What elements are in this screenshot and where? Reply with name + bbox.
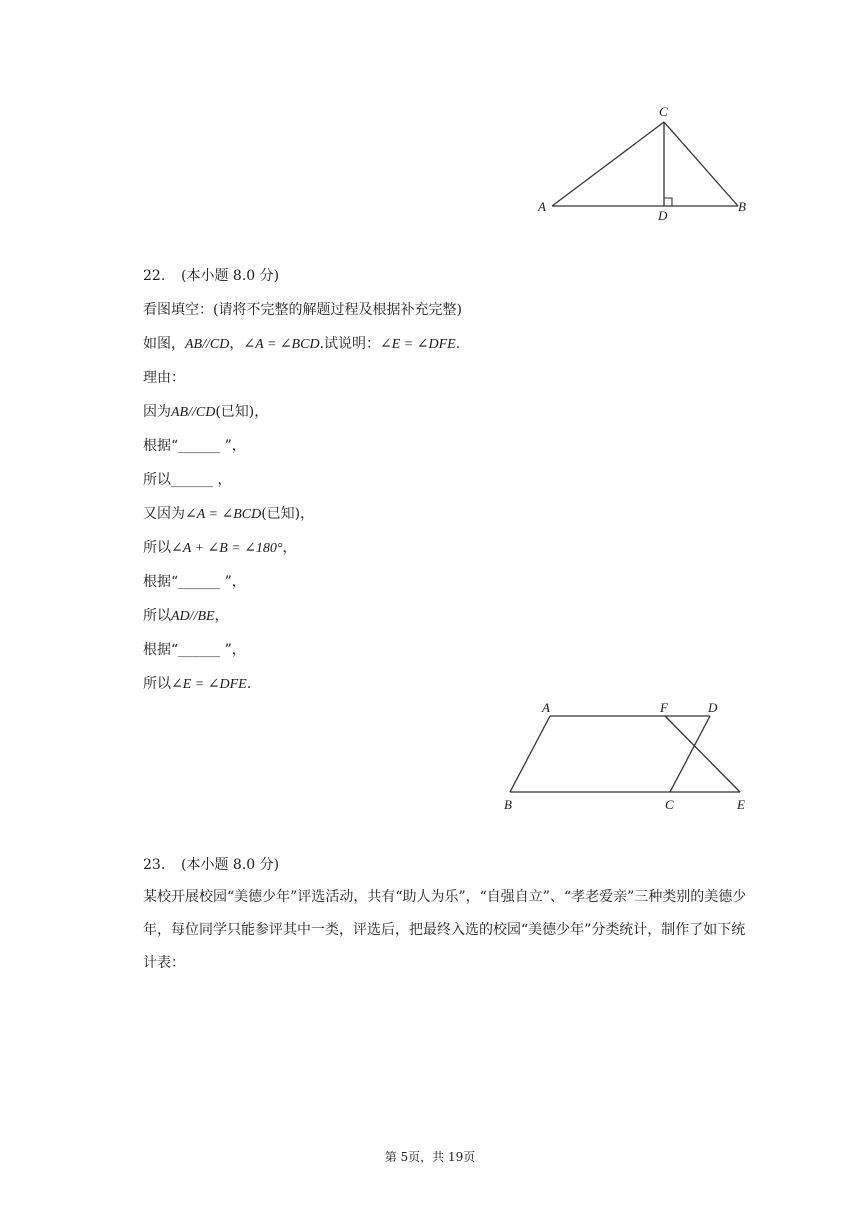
q22-step5-math: ∠A + ∠B = ∠180°	[171, 541, 283, 556]
q22-step1-prefix: 因为	[143, 404, 171, 420]
q22-stmt-given1: AB//CD	[185, 337, 230, 352]
q22-step-5	[143, 538, 297, 559]
q22-step9-prefix: 所以	[143, 676, 171, 692]
q22-step5-prefix: 所以	[143, 540, 171, 556]
q22-step9-suffix: .	[246, 676, 252, 692]
q22-stmt-mid: .试说明：	[319, 336, 381, 352]
q22-instruction	[143, 300, 462, 320]
q22-header	[143, 266, 279, 286]
q22-step-2: 根据“______ ”，	[143, 438, 246, 454]
q22-step9-math: ∠E = ∠DFE	[171, 677, 247, 692]
q22-step7-prefix: 所以	[143, 608, 171, 624]
segment-AC	[552, 122, 664, 206]
q22-step4-suffix: (已知)，	[261, 506, 315, 522]
q22-step-1	[143, 402, 268, 423]
segment-BC	[664, 122, 738, 206]
q22-step-9	[143, 674, 251, 695]
q22-stmt-end: .	[455, 336, 461, 352]
q22-step-4	[143, 504, 314, 525]
q22-step-7	[143, 606, 229, 627]
parallelogram-figure	[495, 695, 765, 820]
q23-text: 某校开展校园“美德少年”评选活动，共有“助人为乐”，“自强自立”、“孝老爱亲”三种类别的美德少年，每位同学只能参评其中一类，评选后，把最终入选的校园“美德少年”分类统计，制作了如下统计表：	[143, 889, 747, 971]
q22-stmt-sep: ，	[229, 336, 244, 352]
label-D: D	[658, 208, 668, 223]
label-D: D	[708, 700, 718, 715]
triangle-figure	[530, 100, 760, 225]
label-C: C	[659, 104, 668, 119]
label-C: C	[665, 797, 674, 812]
label-A: A	[538, 199, 546, 214]
q22-stmt-given2: ∠A = ∠BCD	[243, 337, 320, 352]
q22-step1-math: AB//CD	[171, 405, 216, 420]
q23-number: 23.	[143, 857, 166, 873]
label-B: B	[504, 797, 512, 812]
q23-points: (本小题 8.0 分)	[181, 857, 280, 873]
q22-reason: 理由：	[143, 370, 185, 386]
q22-step1-suffix: (已知)，	[215, 404, 269, 420]
q23-header	[143, 855, 279, 875]
q22-step4-prefix: 又因为	[143, 506, 185, 522]
q22-step-6: 根据“______ ”，	[143, 574, 246, 590]
q22-step4-math: ∠A = ∠BCD	[185, 507, 262, 522]
right-angle-mark	[664, 198, 672, 206]
q22-step7-math: AD//BE	[171, 609, 215, 624]
q22-step-3: 所以______ ，	[143, 472, 232, 488]
q22-stmt-goal: ∠E = ∠DFE	[380, 337, 456, 352]
q22-statement	[143, 334, 460, 355]
q22-points: (本小题 8.0 分)	[181, 268, 280, 284]
label-B: B	[738, 199, 746, 214]
label-A: A	[542, 700, 550, 715]
page-footer: 第 5页，共 19页	[384, 1150, 476, 1164]
q22-number: 22.	[143, 268, 166, 284]
q22-step7-suffix: ，	[214, 608, 229, 624]
q22-instruction-text: 看图填空：(请将不完整的解题过程及根据补充完整)	[143, 302, 462, 318]
segment-AB	[510, 716, 550, 792]
q22-step5-suffix: ，	[282, 540, 297, 556]
q22-step-8: 根据“______ ”，	[143, 642, 246, 658]
label-F: F	[660, 700, 668, 715]
label-E: E	[737, 797, 745, 812]
q22-stmt-prefix: 如图，	[143, 336, 185, 352]
